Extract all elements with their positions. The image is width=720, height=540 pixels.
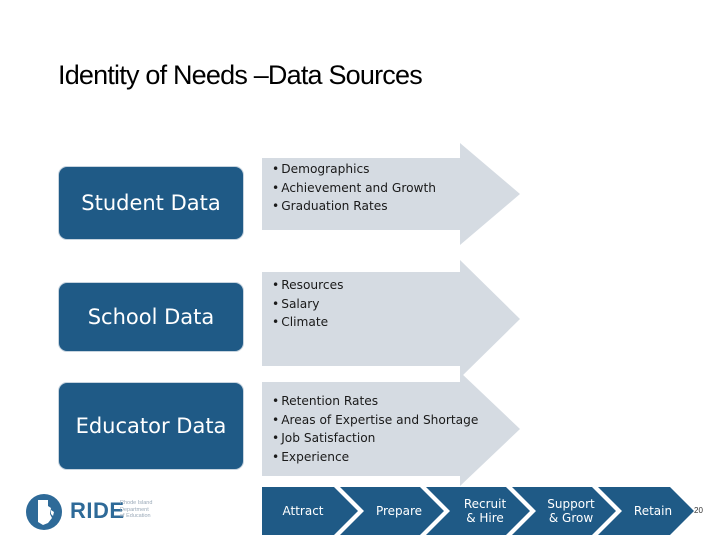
arrow-educator-data [262, 372, 520, 486]
pipeline-label: Prepare [375, 504, 423, 518]
category-box-educator-data [58, 382, 244, 470]
slide-title: Identity of Needs –Data Sources [58, 60, 422, 90]
bullet-item: • Climate [272, 313, 343, 332]
arrow-student-data [262, 143, 520, 245]
category-box-student-data [58, 166, 244, 240]
bullet-list [272, 392, 478, 466]
bullet-item: • Resources [272, 276, 343, 295]
pipeline-label: Retain [633, 504, 673, 518]
pipeline-step-retain [598, 487, 694, 535]
bullet-list [272, 160, 436, 216]
bullet-item: • Graduation Rates [272, 197, 436, 216]
bullet-item: • Achievement and Growth [272, 179, 436, 198]
bullet-item: • Salary [272, 295, 343, 314]
pipeline-label: Recruit & Hire [463, 497, 507, 525]
bullet-item: • Job Satisfaction [272, 429, 478, 448]
arrow-school-data [262, 260, 520, 378]
bullet-item: • Experience [272, 448, 478, 467]
page-number: 20 [694, 506, 703, 515]
bullet-item: • Areas of Expertise and Shortage [272, 411, 478, 430]
bullet-list [272, 276, 343, 332]
bullet-item: • Retention Rates [272, 392, 478, 411]
logo-subtitle: Rhode Island Department of Education [120, 500, 153, 519]
category-label: Student Data [81, 191, 221, 215]
logo-wordmark: RIDE [70, 498, 125, 523]
category-label: School Data [87, 305, 215, 329]
category-box-school-data [58, 282, 244, 352]
pipeline-label: Support & Grow [547, 497, 595, 525]
rhode-island-map-icon [24, 492, 64, 532]
pipeline-label: Attract [282, 504, 324, 518]
category-label: Educator Data [75, 414, 227, 438]
bullet-item: • Demographics [272, 160, 436, 179]
ride-logo-icon [24, 492, 64, 537]
